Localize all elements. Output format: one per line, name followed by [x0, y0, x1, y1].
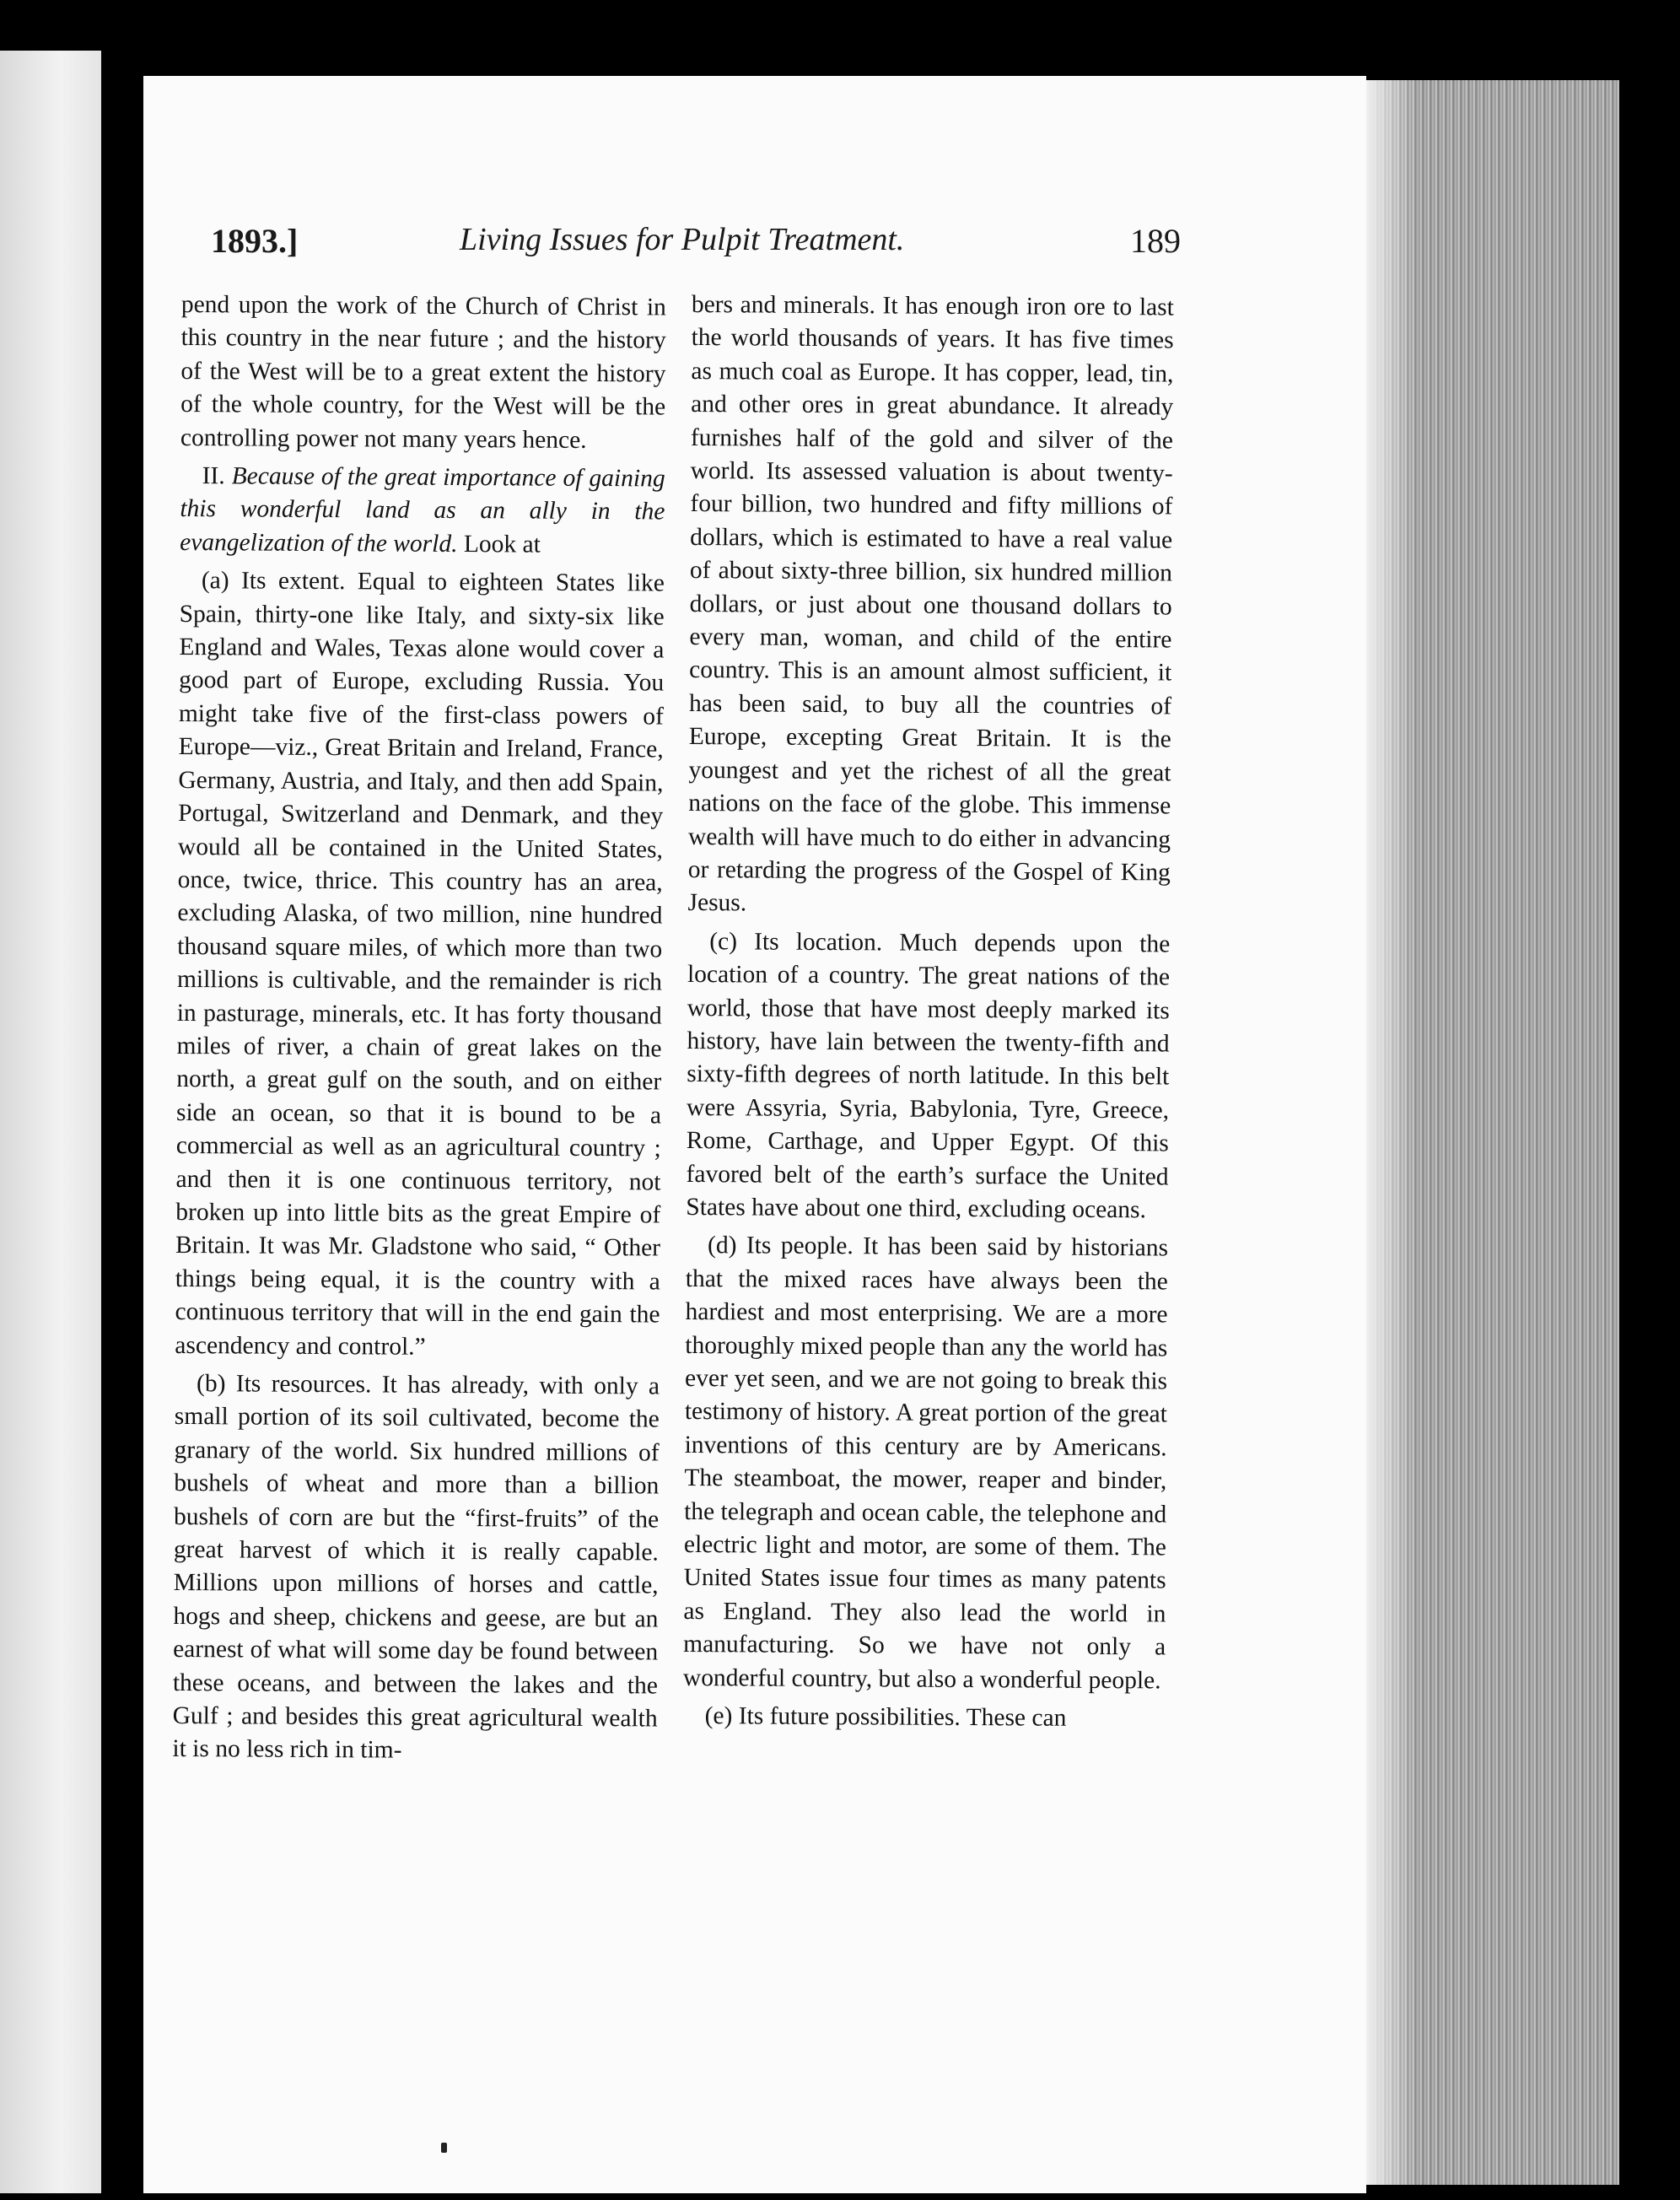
ink-mark [441, 2143, 447, 2153]
facing-page-edge [0, 51, 101, 2193]
paragraph-text: It has been said by historians that the mixed races have always been the hardiest and most enterprising. We are a more thoroughly mixed people than any the world has ever yet seen, and we are not going to break this testimony of history. A great portion of the great inventions of this century are by Americans. The steamboat, the mower, reaper and binder, the telegraph and ocean cable, the telephone and electric light and motor, are some of them. The United States issue four times as many patents as England. They also lead the world in manufacturing. So we have not only a wonderful country, but also a wonderful people. [682, 1232, 1169, 1695]
paragraph: bers and minerals. It has enough iron ore to last the world thousands of years. It has five times as much coal as Europe. It has copper, lead, tin, and other ores in great abundance. It already furnishes half of the gold and silver of the world. Its assessed valuation is about twenty-four billion, two hundred and fifty millions of dollars, which is estimated to have a real value of about sixty-three billion, six hundred million dollars, or just about one thousand dollars to every man, woman, and child of the entire country. This is an amount almost sufficient, it has been said, to buy all the countries of Europe, excepting Great Britain. It is the youngest and yet the richest of all the great nations on the face of the globe. This immense wealth will have much to do either in advancing or retarding the progress of the Gospel of King Jesus. [687, 290, 1174, 917]
page-number: 189 [1130, 222, 1181, 260]
paragraph-text: It has already, with only a small portion of its soil cultivated, become the granary of the world. Six hundred millions of bushels of wheat and more than a billion bushels of corn are but the “first-fruits” of the great harvest of which it is really capable. Millions upon millions of horses and cattle, hogs and sheep, chickens and geese, are but an earnest of what will some day be found between these oceans, and between the lakes and the Gulf ; and besides this great agricultural wealth it is no less rich in tim- [172, 1371, 660, 1765]
paragraph-future [683, 1700, 1166, 1736]
paragraph-resources [172, 1367, 660, 1769]
running-head-year: 1893.] [211, 222, 299, 260]
section-heading-italic: Because of the great importance of gaining this wonderful land as an ally in the evangelization of the world. [180, 462, 665, 558]
section-label: II. [202, 462, 225, 490]
paragraph-section-ii [180, 460, 665, 563]
page-edges [1366, 80, 1619, 2185]
paragraph: pend upon the work of the Church of Christ in this country in the near future ; and the history of the West will be to a great extent the history of the whole country, for the West will be the controlling power not many years hence. [180, 290, 666, 454]
paragraph-text: These can [966, 1704, 1067, 1732]
sub-label: (c) Its location. [709, 927, 883, 957]
sub-label: (e) Its future possibilities. [704, 1702, 961, 1732]
paragraph-text: Equal to eighteen States like Spain, thirty-one like Italy, and sixty-six like England and Wales, Texas alone would cover a good part of Europe, excluding Russia. You might take five of the first-class powers of Europe—viz., Great Britain and Ireland, France, Germany, Austria, and Italy, and then add Spain, Portugal, Switzerland and Denmark, and they would all be contained in the United States, once, twice, thrice. This country has an area, excluding Alaska, of two million, nine hundred thousand square miles, of which more than two millions is cultivable, and the remainder is rich in pasturage, minerals, etc. It has forty thousand miles of river, a chain of great lakes on the north, a great gulf on the south, and on either side an ocean, so that it is bound to be a commercial as well as an agricultural country ; and then it is one continuous territory, not broken up into little bits as the great Empire of Britain. It was Mr. Gladstone who said, “ Other things being equal, it is the country with a continuous territory that will in the end gain the ascendency and control.” [175, 568, 665, 1361]
running-head [211, 221, 1181, 272]
sub-label: (b) Its resources. [196, 1370, 372, 1399]
paragraph-people [683, 1229, 1168, 1697]
left-column [172, 288, 666, 1774]
paragraph-location [686, 925, 1170, 1227]
paragraph-text: Much depends upon the location of a country. The great nations of the world, those that have most deeply marked its history, have lain between the twenty-fifth and sixty-fifth degrees of north latitude. In this belt were Assyria, Syria, Babylonia, Tyre, Greece, Rome, Carthage, and Upper Egypt. Of this favored belt of the earth’s surface the United States have about one third, excluding oceans. [686, 929, 1171, 1224]
paragraph-text: Look at [463, 530, 541, 558]
running-head-title: Living Issues for Pulpit Treatment. [460, 222, 905, 257]
sub-label: (a) Its extent. [201, 567, 346, 596]
sub-label: (d) Its people. [707, 1232, 853, 1260]
right-column [683, 288, 1174, 1741]
paragraph-extent [175, 564, 665, 1365]
